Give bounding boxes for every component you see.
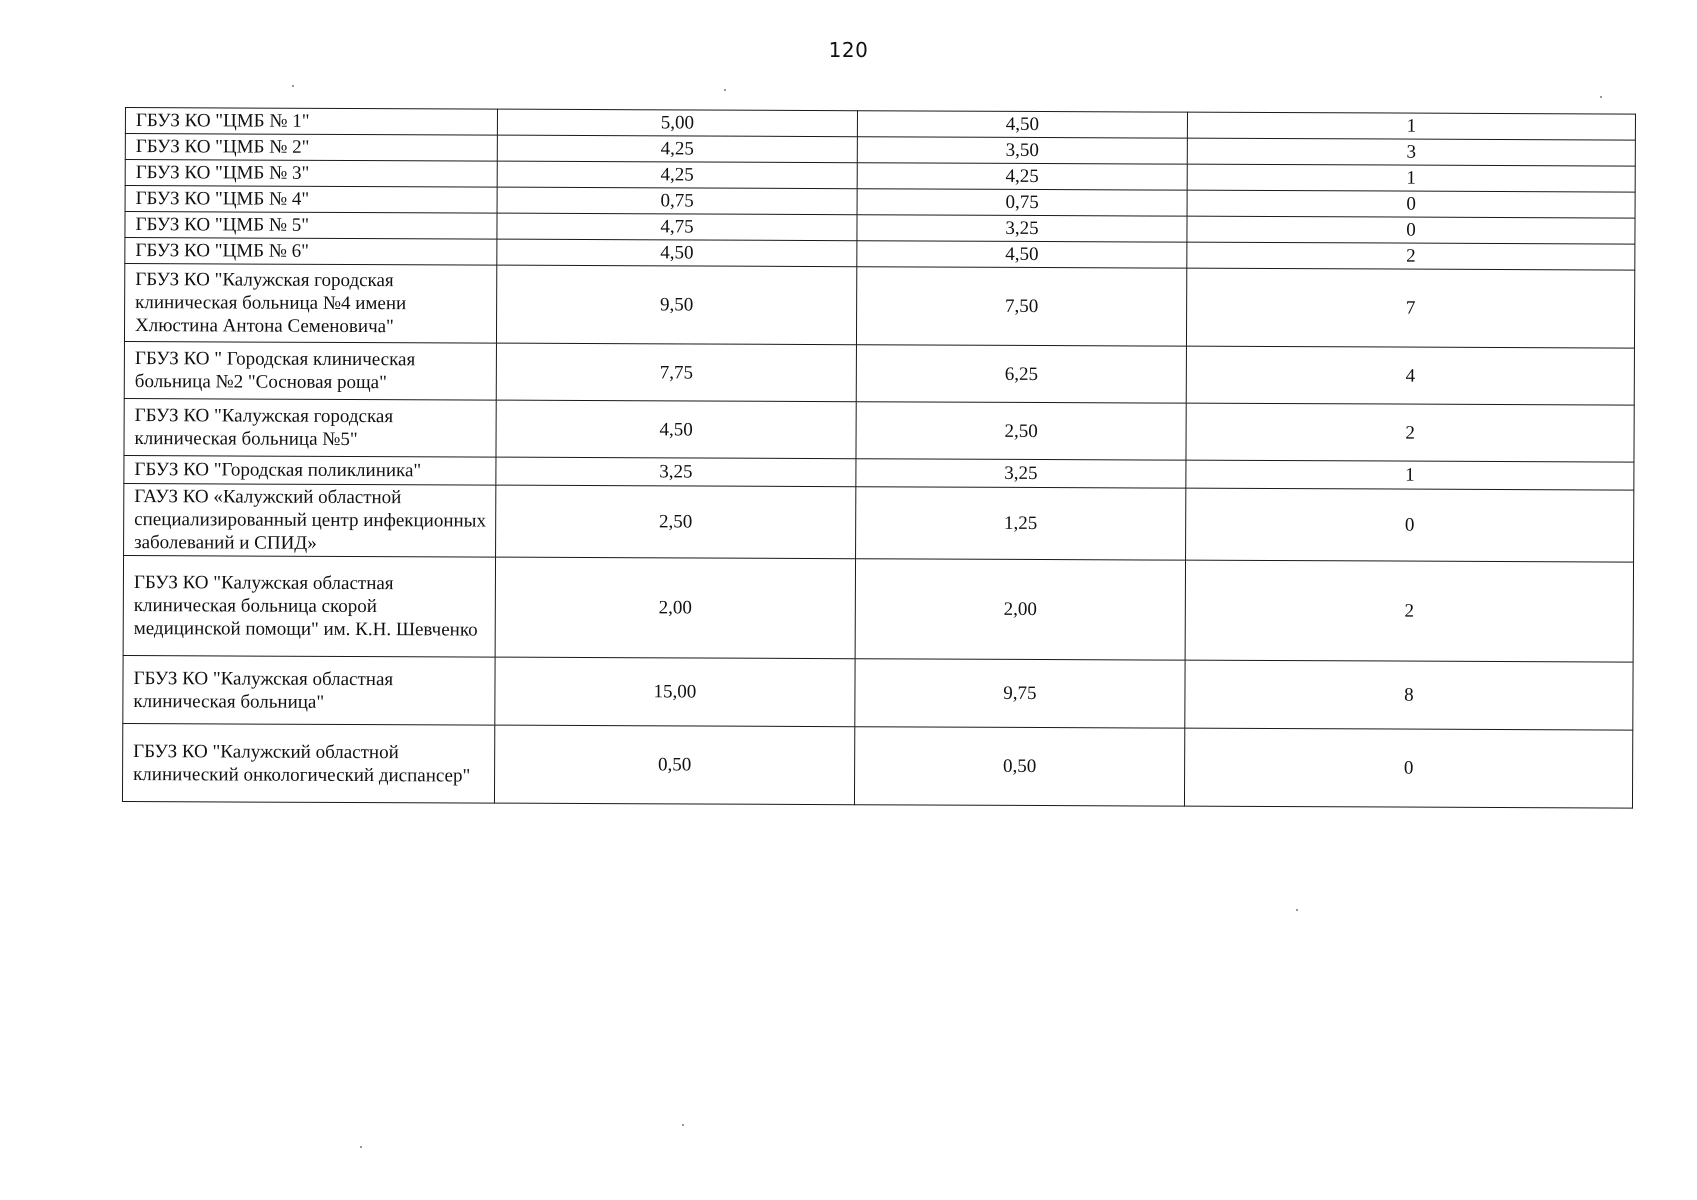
table-row [124, 341, 1634, 405]
institution-name: ГБУЗ КО "Калужская областная клиническая больница скорой медицинской помощи" им. К.Н. Шевченко [123, 555, 495, 657]
value-col-2: 2,00 [855, 559, 1185, 660]
value-col-1: 4,50 [497, 239, 857, 267]
value-col-1: 4,25 [497, 161, 857, 189]
scan-speck [682, 1124, 684, 1126]
value-col-3: 4 [1186, 346, 1634, 405]
value-col-2: 6,25 [856, 345, 1186, 403]
institution-name: ГАУЗ КО «Калужский областной специализированный центр инфекционных заболеваний и СПИД» [124, 483, 496, 557]
table-row [124, 398, 1634, 462]
scan-speck [1296, 909, 1298, 911]
data-table [122, 107, 1636, 809]
value-col-3: 0 [1186, 488, 1634, 562]
institution-name: ГБУЗ КО "ЦМБ № 5" [125, 212, 497, 240]
value-col-1: 4,75 [497, 213, 857, 241]
value-col-1: 2,00 [495, 557, 855, 659]
institution-name: ГБУЗ КО "ЦМБ № 1" [125, 108, 497, 136]
value-col-3: 2 [1186, 403, 1634, 462]
institution-name: ГБУЗ КО "ЦМБ № 6" [125, 238, 497, 266]
scan-speck [724, 89, 726, 91]
value-col-3: 1 [1187, 164, 1635, 192]
institution-name: ГБУЗ КО "ЦМБ № 4" [125, 186, 497, 214]
value-col-2: 3,50 [857, 137, 1187, 164]
value-col-3: 0 [1184, 728, 1632, 808]
scan-speck [292, 85, 294, 87]
value-col-2: 0,75 [857, 189, 1187, 216]
value-col-1: 2,50 [496, 485, 856, 559]
value-col-1: 3,25 [496, 457, 856, 487]
value-col-2: 2,50 [856, 402, 1186, 460]
institution-name: ГБУЗ КО "ЦМБ № 2" [125, 134, 497, 162]
value-col-2: 3,25 [857, 215, 1187, 242]
value-col-2: 4,50 [857, 241, 1187, 268]
value-col-1: 7,75 [496, 343, 856, 402]
value-col-2: 9,75 [855, 659, 1185, 728]
institution-name: ГБУЗ КО "Калужская городская клиническая больница №5" [124, 398, 496, 457]
scan-speck [360, 1146, 362, 1148]
scan-speck [1600, 96, 1602, 98]
value-col-2: 3,25 [856, 459, 1186, 488]
value-col-2: 4,25 [857, 163, 1187, 190]
value-col-3: 8 [1185, 660, 1633, 730]
value-col-1: 15,00 [495, 657, 855, 727]
value-col-1: 0,50 [494, 725, 854, 805]
table-row [123, 655, 1633, 730]
table-row [124, 483, 1634, 562]
table-row [123, 555, 1633, 662]
table-row [122, 723, 1632, 808]
value-col-1: 0,75 [497, 187, 857, 215]
value-col-3: 3 [1187, 138, 1635, 166]
value-col-2: 7,50 [856, 267, 1186, 346]
value-col-1: 9,50 [496, 265, 856, 345]
value-col-1: 5,00 [497, 109, 857, 137]
value-col-2: 4,50 [857, 111, 1187, 138]
institution-name: ГБУЗ КО " Городская клиническая больница №2 "Сосновая роща" [124, 341, 496, 400]
value-col-1: 4,25 [497, 135, 857, 163]
institution-name: ГБУЗ КО "Городская поликлиника" [124, 455, 496, 485]
value-col-3: 7 [1186, 268, 1634, 348]
value-col-3: 1 [1186, 460, 1634, 490]
value-col-3: 2 [1187, 242, 1635, 270]
institution-name: ГБУЗ КО "ЦМБ № 3" [125, 160, 497, 188]
value-col-2: 1,25 [856, 487, 1186, 560]
value-col-3: 0 [1187, 216, 1635, 244]
table-row [124, 264, 1634, 349]
page-number: 120 [828, 38, 869, 62]
value-col-2: 0,50 [854, 727, 1184, 806]
value-col-3: 1 [1187, 112, 1635, 140]
data-table-wrapper [122, 107, 1635, 809]
value-col-3: 2 [1185, 560, 1633, 662]
value-col-3: 0 [1187, 190, 1635, 218]
value-col-1: 4,50 [496, 400, 856, 459]
institution-name: ГБУЗ КО "Калужский областной клинический онкологический диспансер" [122, 723, 494, 803]
institution-name: ГБУЗ КО "Калужская областная клиническая больница" [123, 655, 495, 725]
institution-name: ГБУЗ КО "Калужская городская клиническая больница №4 имени Хлюстина Антона Семеновича" [124, 264, 496, 344]
